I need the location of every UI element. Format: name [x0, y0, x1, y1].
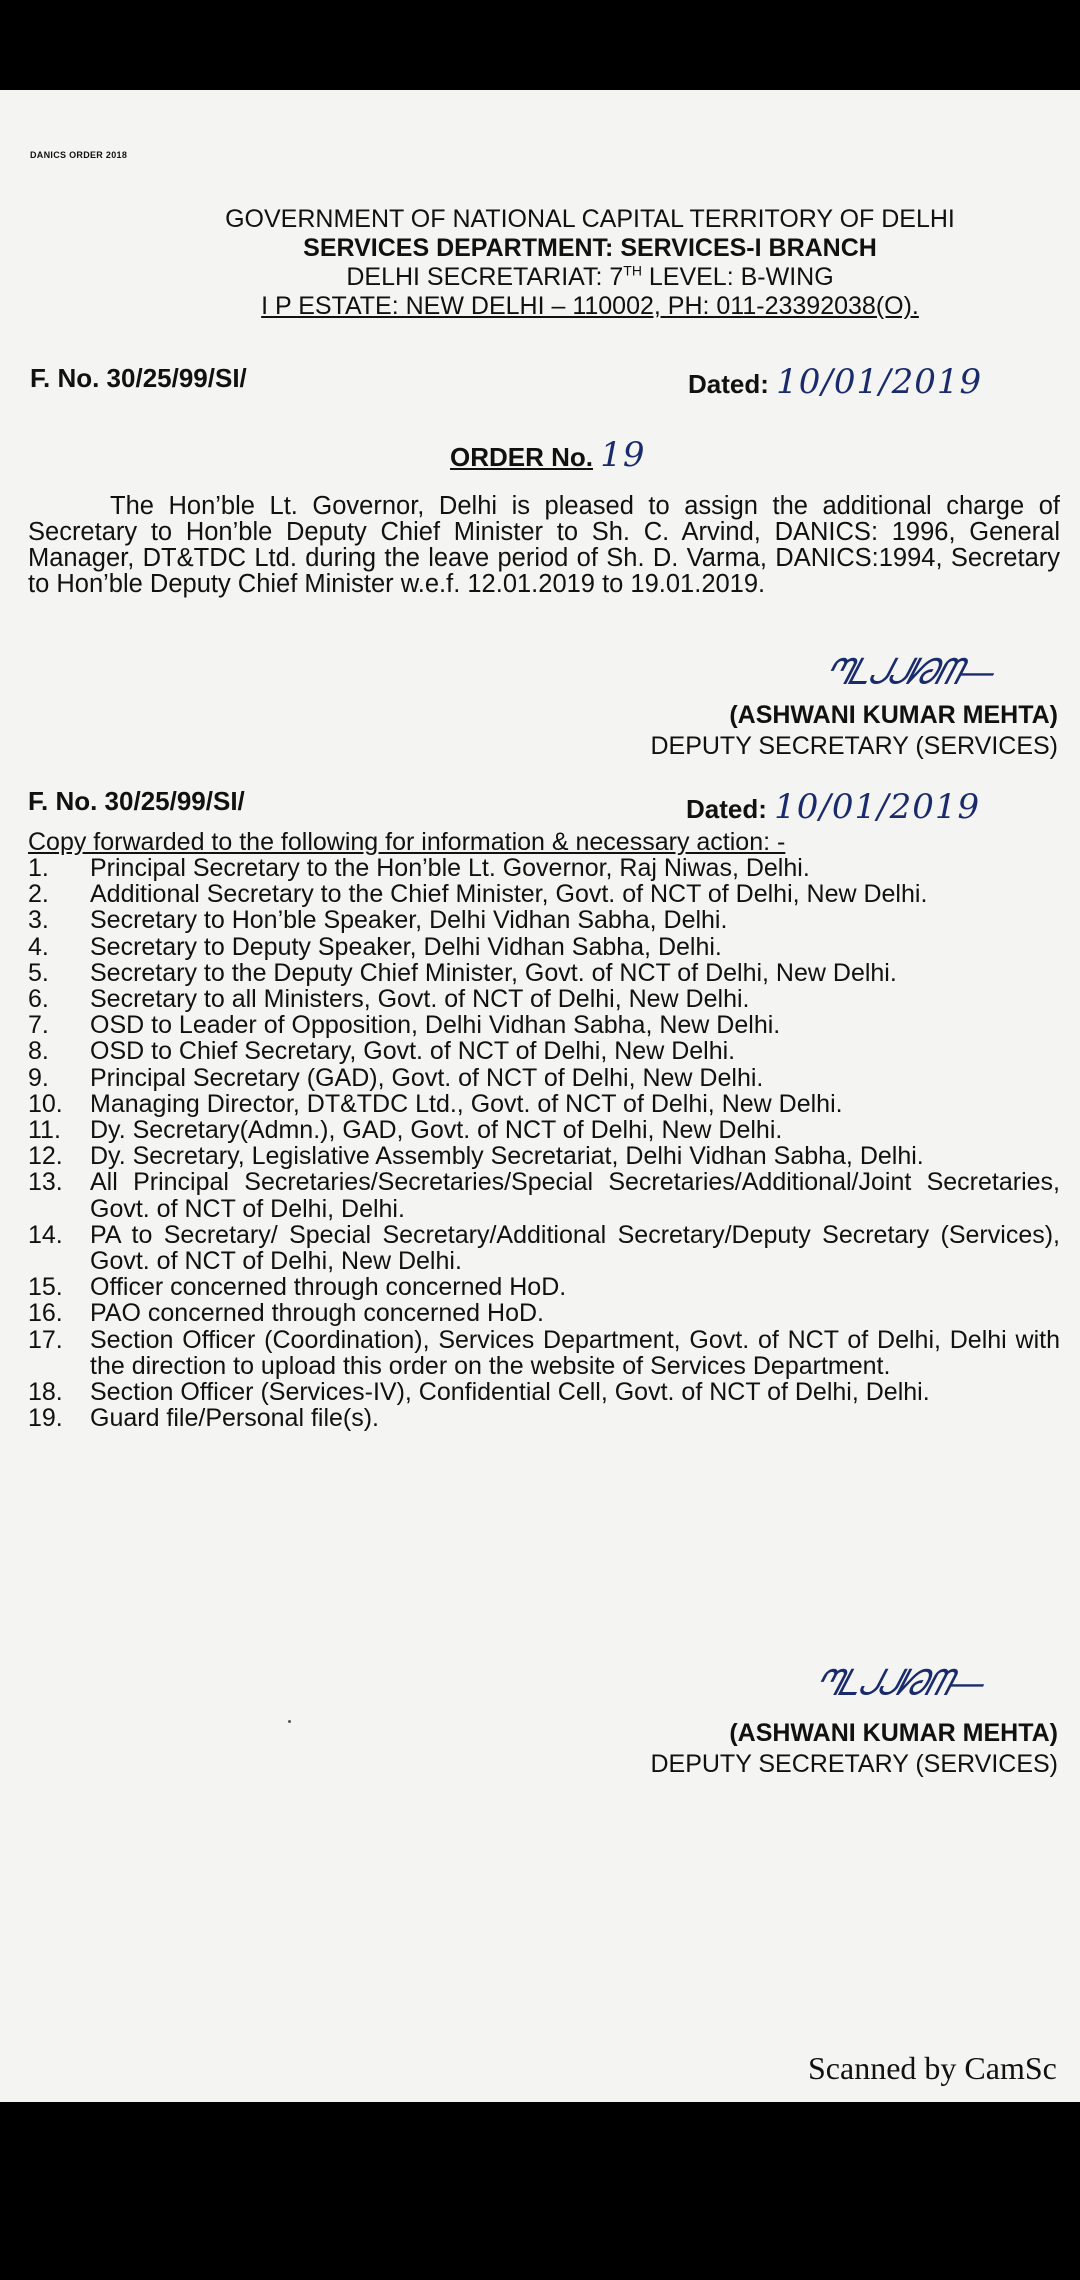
signatory-designation: DEPUTY SECRETARY (SERVICES): [650, 1750, 1058, 1778]
list-item: 4. Secretary to Deputy Speaker, Delhi Vidhan Sabha, Delhi.: [28, 932, 722, 961]
list-item: 6. Secretary to all Ministers, Govt. of NCT of Delhi, New Delhi.: [28, 985, 750, 1014]
letterhead-line-3: [100, 263, 1080, 292]
scan-speck: [288, 1720, 291, 1723]
camscanner-watermark: Scanned by CamSc: [808, 2050, 1057, 2086]
dated-label: Dated:: [686, 794, 767, 824]
dated-line-copy: [686, 787, 980, 827]
signatory-name: (ASHWANI KUMAR MEHTA): [729, 1719, 1058, 1747]
list-item: 16. PAO concerned through concerned HoD.: [28, 1299, 544, 1328]
list-item: 5. Secretary to the Deputy Chief Minister, Govt. of NCT of Delhi, New Delhi.: [28, 958, 897, 987]
letterhead-line-3-a: DELHI SECRETARIAT: 7: [346, 263, 624, 291]
list-item: 15. Officer concerned through concerned HoD.: [28, 1273, 567, 1302]
list-item: 11. Dy. Secretary(Admn.), GAD, Govt. of NCT of Delhi, New Delhi.: [28, 1116, 783, 1145]
letterhead: [0, 205, 1080, 321]
order-body: The Hon’ble Lt. Governor, Delhi is pleased to assign the additional charge of Secretary to Hon’ble Deputy Chief Minister to Sh. C. Arvind, DANICS: 1996, General Manager, DT&TDC Ltd. during the leave period of Sh. D. Varma, DANICS:1994, Secretary to Hon’ble Deputy Chief Minister w.e.f. 12.01.2019 to 19.01.2019.: [28, 492, 1060, 598]
list-item: 18. Section Officer (Services-IV), Confidential Cell, Govt. of NCT of Delhi, Delhi.: [28, 1378, 930, 1407]
letterhead-line-1: GOVERNMENT OF NATIONAL CAPITAL TERRITORY OF DELHI: [225, 205, 955, 233]
list-item: 1. Principal Secretary to the Hon’ble Lt. Governor, Raj Niwas, Delhi.: [28, 854, 810, 882]
list-item: 3. Secretary to Hon’ble Speaker, Delhi Vidhan Sabha, Delhi.: [28, 906, 728, 935]
list-item: 10. Managing Director, DT&TDC Ltd., Govt. of NCT of Delhi, New Delhi.: [28, 1089, 843, 1118]
signatory-block-1: [650, 700, 1058, 762]
signatory-name: (ASHWANI KUMAR MEHTA): [729, 701, 1058, 729]
dated-value-handwritten: 10/01/2019: [774, 787, 981, 827]
file-number: F. No. 30/25/99/SI/: [30, 363, 247, 393]
order-number-handwritten: 19: [600, 435, 646, 475]
list-item: 17. Section Officer (Coordination), Services Department, Govt. of NCT of Delhi, Delhi with the direction to upload this order on the website of Services Department.: [28, 1325, 1060, 1380]
document-tag: DANICS ORDER 2018: [30, 150, 128, 160]
order-label: ORDER No.: [450, 442, 593, 472]
signature-2: ᘉᒪᒍᒍᘗᗰ—: [809, 1663, 990, 1704]
list-item: 7. OSD to Leader of Opposition, Delhi Vidhan Sabha, New Delhi.: [28, 1011, 781, 1040]
list-item: 2. Additional Secretary to the Chief Minister, Govt. of NCT of Delhi, New Delhi.: [28, 880, 928, 909]
signatory-designation: DEPUTY SECRETARY (SERVICES): [650, 732, 1058, 760]
dated-value-handwritten: 10/01/2019: [776, 362, 983, 402]
list-item: 12. Dy. Secretary, Legislative Assembly Secretariat, Delhi Vidhan Sabha, Delhi.: [28, 1142, 924, 1171]
list-item: 9. Principal Secretary (GAD), Govt. of NCT of Delhi, New Delhi.: [28, 1063, 764, 1092]
letterhead-line-2: SERVICES DEPARTMENT: SERVICES-I BRANCH: [303, 234, 877, 262]
signatory-block-2: [650, 1718, 1058, 1780]
list-item: 13. All Principal Secretaries/Secretaries/Special Secretaries/Additional/Joint Secretaries, Govt. of NCT of Delhi, Delhi.: [28, 1168, 1060, 1223]
letterhead-line-3-sup: TH: [623, 262, 642, 279]
signature-1: ᘉᒪᒍᒍᘗᗰ—: [819, 652, 1000, 693]
file-number-copy: F. No. 30/25/99/SI/: [28, 786, 245, 816]
dated-line: [688, 362, 982, 402]
letterhead-line-4: I P ESTATE: NEW DELHI – 110002, PH: 011-23392038(O).: [261, 292, 919, 320]
letterhead-line-3-b: LEVEL: B-WING: [641, 263, 834, 291]
list-item: 14. PA to Secretary/ Special Secretary/Additional Secretary/Deputy Secretary (Services), Govt. of NCT of Delhi, New Delhi.: [28, 1220, 1060, 1276]
dated-label: Dated:: [688, 369, 769, 399]
list-item: 19. Guard file/Personal file(s).: [28, 1404, 380, 1433]
document-page: [0, 90, 1080, 2102]
copy-forwarded-heading: Copy forwarded to the following for information & necessary action: -: [28, 828, 786, 856]
order-heading: [450, 435, 646, 475]
recipient-list: [28, 855, 1060, 1431]
list-item: 8. OSD to Chief Secretary, Govt. of NCT of Delhi, New Delhi.: [28, 1037, 736, 1066]
